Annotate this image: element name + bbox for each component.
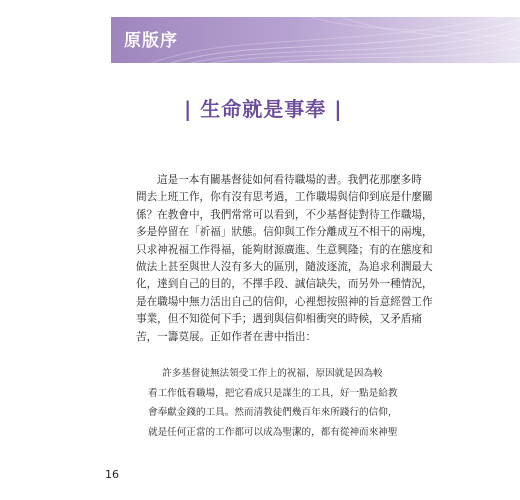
- page-number: 16: [105, 468, 119, 481]
- body-line: 做法上甚至與世人沒有多大的區別，隨波逐流，為追求利潤最大: [136, 260, 433, 273]
- body-line: 係？在教會中，我們常常可以看到，不少基督徒對待工作職場，: [136, 208, 433, 221]
- chapter-title: | 生命就是事奉 |: [184, 97, 343, 121]
- section-title: 原版序: [124, 31, 178, 51]
- quote-line: 看工作低看職場，把它看成只是謀生的工具，好一點是給教: [148, 387, 398, 399]
- quote-line: 會奉獻金錢的工具。然而清教徒們幾百年來所踐行的信仰，: [148, 407, 398, 418]
- body-paragraph: [136, 172, 433, 346]
- quote-line: 就是任何正當的工作都可以成為聖潔的，都有從神而來神聖: [148, 426, 398, 438]
- body-line: 苦，一籌莫展。正如作者在書中指出：: [136, 330, 317, 343]
- body-line: 只求神祝福工作得福，能夠財源廣進、生意興隆；有的在態度和: [136, 243, 433, 256]
- body-line: 是在職場中無力活出自己的信仰，心裡想按照神的旨意經營工作: [136, 295, 433, 308]
- body-line: 間去上班工作，你有沒有思考過，工作職場與信仰到底是什麼關: [136, 191, 433, 204]
- quote-line: 許多基督徒無法領受工作上的祝福，原因就是因為較: [162, 368, 383, 379]
- body-line: 這是一本有關基督徒如何看待職場的書。我們花那麼多時: [157, 174, 422, 186]
- body-line: 化，達到自己的目的，不擇手段、誠信缺失，而另外一種情況，: [136, 278, 433, 291]
- body-line: 多是停留在「祈福」狀態。信仰與工作分離成互不相干的兩塊，: [136, 226, 433, 239]
- block-quote: [148, 364, 398, 442]
- body-line: 事業，但不知從何下手；遇到與信仰相衝突的時候，又矛盾痛: [136, 313, 423, 326]
